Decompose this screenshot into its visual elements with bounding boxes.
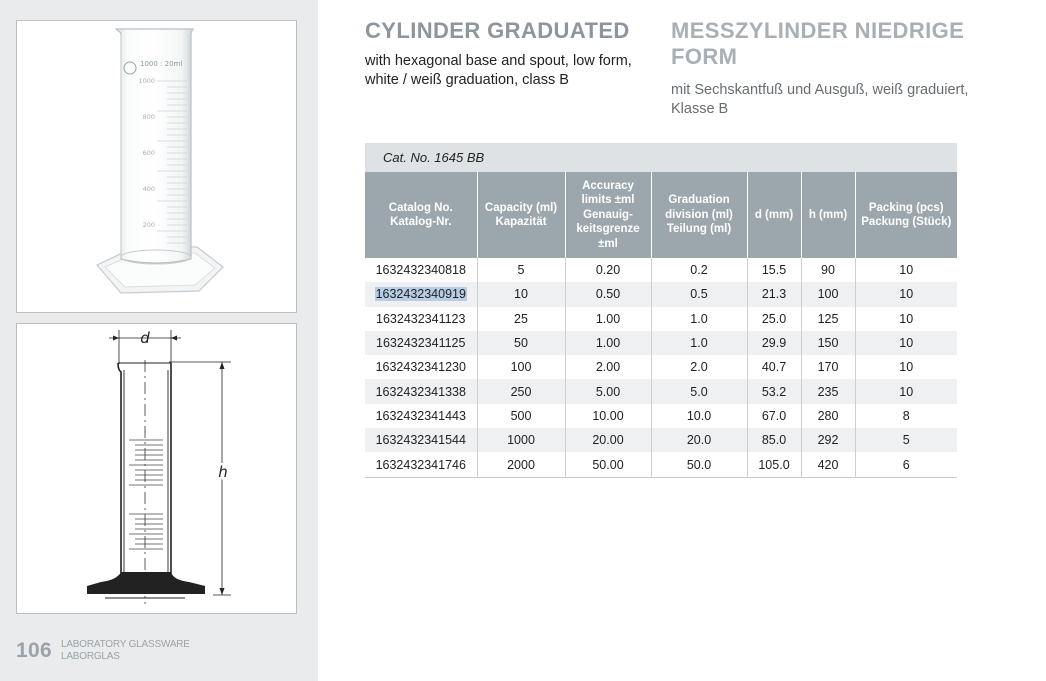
cell-d: 67.0 xyxy=(747,404,801,428)
catalog-number-bar: Cat. No. 1645 BB xyxy=(365,143,957,172)
header-line: Genauig- xyxy=(583,208,633,221)
table-row xyxy=(365,307,957,331)
cell-d: 40.7 xyxy=(747,355,801,379)
cell-d: 53.2 xyxy=(747,379,801,403)
table-row xyxy=(365,331,957,355)
selected-text[interactable]: 1632432340919 xyxy=(375,287,466,302)
cell-h: 235 xyxy=(801,379,855,403)
cell-graduation: 0.5 xyxy=(651,282,747,306)
header-catalog-no xyxy=(365,172,477,258)
technical-drawing xyxy=(16,323,297,614)
footer-section-de: LABORGLAS xyxy=(60,651,120,662)
footer-section xyxy=(61,639,190,663)
cell-packing: 10 xyxy=(855,379,957,403)
header-line: Capacity (ml) xyxy=(484,201,558,214)
photo-mark: 200 xyxy=(142,221,155,229)
header-line: Graduation xyxy=(668,194,730,207)
cell-h: 420 xyxy=(801,452,855,477)
cell-d: 29.9 xyxy=(747,331,801,355)
cell-capacity: 10 xyxy=(477,282,565,306)
cell-packing: 8 xyxy=(855,404,957,428)
cell-accuracy: 1.00 xyxy=(565,331,651,355)
cell-h: 292 xyxy=(801,428,855,452)
table-header-row xyxy=(365,172,957,258)
cell-graduation: 50.0 xyxy=(651,452,747,477)
cell-h: 90 xyxy=(801,258,855,282)
cell-accuracy: 0.20 xyxy=(565,258,651,282)
header-line: d (mm) xyxy=(754,208,794,221)
cell-packing: 10 xyxy=(855,331,957,355)
cell-graduation: 2.0 xyxy=(651,355,747,379)
cell-accuracy: 5.00 xyxy=(565,379,651,403)
cell-graduation: 5.0 xyxy=(651,379,747,403)
cell-catalog-no[interactable]: 1632432341443 xyxy=(375,408,466,423)
cell-graduation: 1.0 xyxy=(651,331,747,355)
cell-capacity: 50 xyxy=(477,331,565,355)
table-row xyxy=(365,379,957,403)
table-row xyxy=(365,258,957,282)
photo-mark: 1000 xyxy=(138,77,155,85)
table-row xyxy=(365,282,957,306)
cell-catalog-no[interactable]: 1632432341230 xyxy=(375,360,466,375)
cell-h: 280 xyxy=(801,404,855,428)
header-line: Accuracy xyxy=(582,179,634,192)
header-line: Packing (pcs) xyxy=(868,201,944,214)
product-subtitle-de: mit Sechskantfuß und Ausguß, weiß graduiert, Klasse B xyxy=(671,82,969,117)
product-photo xyxy=(16,20,297,313)
footer-section-en: LABORATORY GLASSWARE xyxy=(60,639,190,650)
cell-graduation: 1.0 xyxy=(651,307,747,331)
header-h xyxy=(801,172,855,258)
cell-catalog-no[interactable]: 1632432341746 xyxy=(365,452,477,477)
cell-catalog-no[interactable]: 1632432340818 xyxy=(375,263,466,278)
cell-capacity: 500 xyxy=(477,404,565,428)
header-line: Kapazität xyxy=(495,216,547,228)
header-capacity xyxy=(477,172,565,258)
product-title-de: MESSZYLINDER NIEDRIGE FORM xyxy=(671,18,965,69)
cell-d: 15.5 xyxy=(747,258,801,282)
header-line: limits ±ml xyxy=(581,194,635,207)
cell-graduation: 0.2 xyxy=(651,258,747,282)
cell-capacity: 250 xyxy=(477,379,565,403)
cell-accuracy: 20.00 xyxy=(565,428,651,452)
table-body xyxy=(365,258,957,477)
product-subtitle-en: with hexagonal base and spout, low form, white / weiß graduation, class B xyxy=(365,53,632,88)
cell-catalog-no[interactable]: 1632432341338 xyxy=(365,379,477,403)
page-number: 106 xyxy=(16,639,52,662)
header-line: division (ml) xyxy=(665,208,733,221)
header-line: Packung (Stück) xyxy=(861,216,952,228)
header-line: keitsgrenze xyxy=(576,223,640,236)
cell-accuracy: 2.00 xyxy=(565,355,651,379)
cylinder-dimension-drawing xyxy=(17,324,297,614)
photo-mark: 600 xyxy=(142,149,155,157)
header-line: Katalog-Nr. xyxy=(390,216,452,228)
cell-catalog-no[interactable]: 1632432341123 xyxy=(376,311,466,326)
photo-capacity-label: 1000 : 20ml xyxy=(140,60,183,68)
header-graduation xyxy=(651,172,747,258)
cell-d: 25.0 xyxy=(747,307,801,331)
header-accuracy xyxy=(565,172,651,258)
cell-d: 105.0 xyxy=(747,452,801,477)
cell-catalog-no[interactable]: 1632432341544 xyxy=(365,428,477,452)
left-column xyxy=(0,0,318,681)
cell-capacity: 5 xyxy=(477,258,565,282)
cell-h: 170 xyxy=(801,355,855,379)
table-row xyxy=(365,404,957,428)
cell-accuracy: 10.00 xyxy=(565,404,651,428)
cell-h: 150 xyxy=(801,331,855,355)
cell-packing: 10 xyxy=(855,282,957,306)
cell-packing: 5 xyxy=(855,428,957,452)
cell-capacity: 1000 xyxy=(477,428,565,452)
page-footer xyxy=(16,636,190,666)
cell-packing: 10 xyxy=(855,307,957,331)
header-line: Catalog No. xyxy=(388,201,453,214)
cell-h: 100 xyxy=(801,282,855,306)
product-title-en: CYLINDER GRADUATED xyxy=(365,18,630,43)
cell-capacity: 25 xyxy=(477,307,565,331)
cell-capacity: 100 xyxy=(477,355,565,379)
dimension-d-label: d xyxy=(140,329,150,347)
graduated-cylinder-photo xyxy=(17,21,297,313)
cell-graduation: 20.0 xyxy=(651,428,747,452)
cell-packing: 10 xyxy=(855,258,957,282)
cell-h: 125 xyxy=(801,307,855,331)
table-row xyxy=(365,355,957,379)
cell-accuracy: 50.00 xyxy=(565,452,651,477)
photo-mark: 800 xyxy=(142,113,155,121)
header-line: ±ml xyxy=(598,237,618,250)
cell-accuracy: 1.00 xyxy=(565,307,651,331)
cell-catalog-no[interactable] xyxy=(365,282,477,306)
cell-packing: 6 xyxy=(855,452,957,477)
specification-table xyxy=(365,172,957,478)
cell-d: 21.3 xyxy=(747,282,801,306)
cell-capacity: 2000 xyxy=(477,452,565,477)
photo-mark: 400 xyxy=(142,185,155,193)
cell-d: 85.0 xyxy=(747,428,801,452)
header-line: h (mm) xyxy=(808,208,848,221)
dimension-h-label: h xyxy=(218,463,228,481)
header-d xyxy=(747,172,801,258)
table-row xyxy=(365,452,957,477)
header-line: Teilung (ml) xyxy=(666,223,732,236)
cell-accuracy: 0.50 xyxy=(565,282,651,306)
cell-packing: 10 xyxy=(855,355,957,379)
cell-graduation: 10.0 xyxy=(651,404,747,428)
header-packing xyxy=(855,172,957,258)
table-row xyxy=(365,428,957,452)
cell-catalog-no[interactable]: 1632432341125 xyxy=(365,331,477,355)
